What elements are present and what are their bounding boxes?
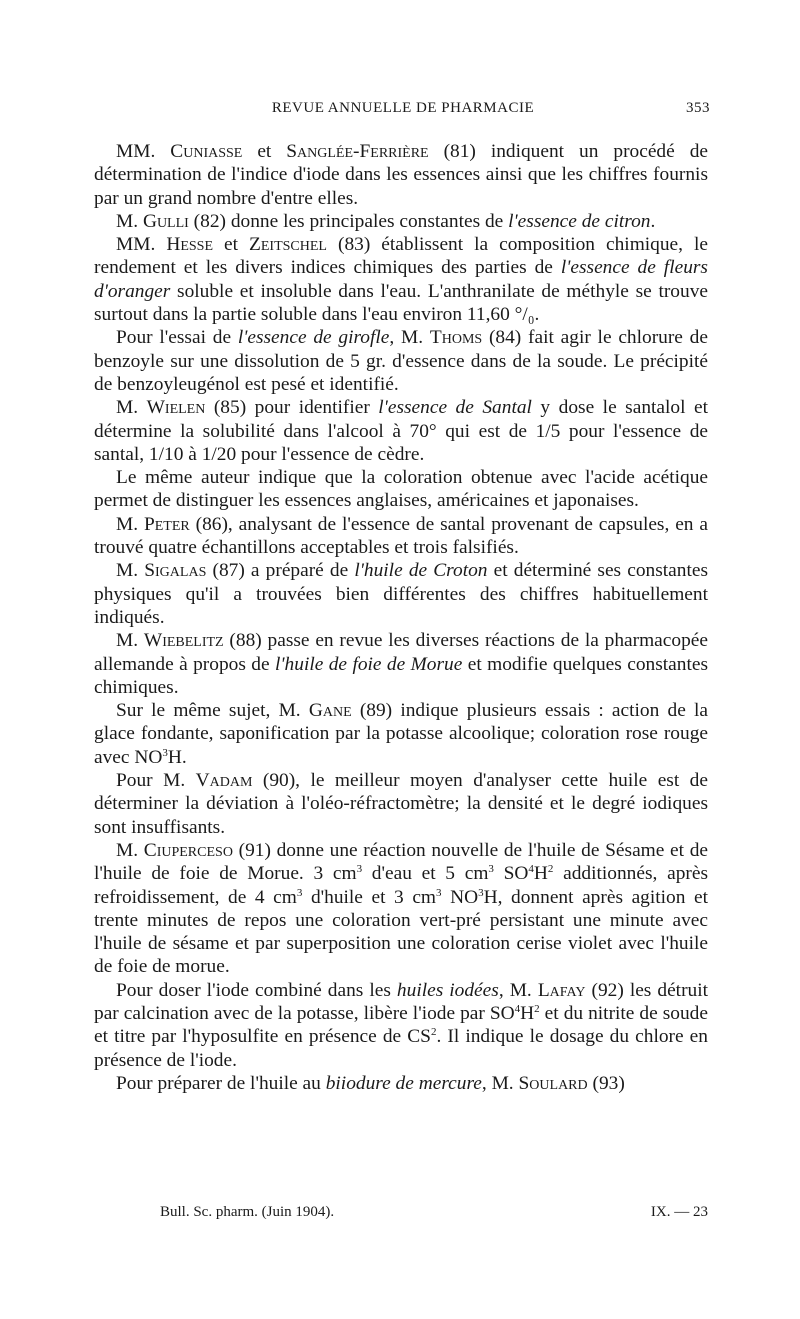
footer-signature: IX. — 23 — [650, 1204, 708, 1220]
superscript: 4 — [514, 1002, 521, 1015]
text-run: , M. — [498, 979, 538, 1001]
author-name: Wielen — [146, 397, 206, 419]
superscript: 3 — [478, 886, 484, 899]
text-run: et — [242, 141, 287, 162]
superscript: 4 — [528, 863, 534, 876]
text-run: (84) fait agir le chlorure de benzoyle sur une dissolution de 5 gr. d'essence dans de la soude. Le précipité de benzoyleugénol est pesé et identifié. — [94, 327, 708, 395]
text-run: (88) passe en revue les diverses réactions de la pharmacopée allemande à propos de — [94, 630, 708, 675]
page-number: 353 — [686, 100, 710, 116]
text-run: (87) a préparé de — [206, 560, 355, 582]
footer-citation: Bull. Sc. pharm. (Juin 1904). — [160, 1204, 335, 1220]
body-text — [94, 140, 708, 1095]
paragraph — [94, 629, 708, 699]
text-run: H. — [167, 746, 187, 768]
text-run: et déterminé ses constantes physiques qu'il a trouvées bien différentes des chiffres habituellement indiqués. — [94, 560, 709, 628]
text-run: (92) les détruit par calcination avec de la potasse, libère l'iode par SO — [94, 979, 708, 1024]
author-name: Gane — [308, 700, 352, 722]
author-name: Lafay — [537, 979, 586, 1001]
text-run: Pour doser l'iode combiné dans les — [116, 979, 397, 1001]
text-run: (83) établissent la composition chimique, le rendement et les divers indices chimiques des parties de — [94, 234, 708, 279]
text-run: M. — [116, 839, 144, 861]
emphasis: l'huile de Croton — [354, 560, 488, 582]
text-run: SO — [493, 863, 529, 885]
text-run: . — [650, 210, 656, 232]
author-name: Cuniasse — [170, 141, 243, 162]
text-run: , M. — [481, 1072, 519, 1094]
superscript: 3 — [436, 886, 442, 899]
text-run: MM. — [116, 234, 167, 256]
emphasis: l'essence de citron — [508, 210, 651, 232]
text-run: (93) — [587, 1072, 625, 1094]
text-run: M. — [116, 513, 144, 535]
paragraph — [94, 979, 708, 1072]
text-run: (81) indiquent un procédé de détermination de l'indice d'iode dans les essences ainsi que les chiffres fournis par un grand nombre d'entre elles. — [94, 141, 708, 209]
text-run: (82) donne les principales constantes de — [188, 210, 509, 232]
superscript: 2 — [430, 1026, 437, 1039]
text-run: d'huile et 3 cm — [302, 886, 437, 908]
text-run: H — [520, 1002, 535, 1024]
superscript: 3 — [488, 863, 494, 876]
emphasis: l'huile de foie de Morue — [275, 653, 463, 675]
paragraph — [94, 326, 708, 396]
paragraph — [94, 769, 708, 839]
text-run: Sur le même sujet, M. — [116, 700, 309, 722]
text-run: . Il indique le dosage du chlore en présence de l'iode. — [94, 1026, 708, 1071]
author-name: Gulli — [142, 210, 189, 232]
text-run: et du nitrite de soude et titre par l'hyposulfite en présence de CS — [94, 1002, 708, 1048]
text-run: (89) indique plusieurs essais : action de la glace fondante, saponification par la potasse alcoolique; coloration rose rouge avec NO — [94, 700, 708, 768]
text-run: M. — [116, 630, 144, 652]
running-header — [96, 100, 710, 124]
page-footer — [160, 1204, 708, 1226]
author-name: Sanglée-Ferrière — [286, 141, 429, 162]
author-name: Thoms — [429, 327, 483, 349]
author-name: Ciuperceso — [143, 839, 233, 861]
paragraph — [94, 210, 708, 233]
text-run: y dose le santalol et détermine la solubilité dans l'alcool à 70° qui est de 1/5 pour l'essence de santal, 1/10 à 1/20 pour l'essence de cèdre. — [94, 397, 708, 465]
emphasis: l'essence de Santal — [378, 397, 532, 419]
text-run: Le même auteur indique que la coloration obtenue avec l'acide acétique permet de distinguer les essences anglaises, américaines et japonaises. — [94, 467, 708, 512]
text-run: H, donnent après agition et trente minutes de repos une coloration vert-pré persistant une minute avec l'huile de sésame et par superposition une coloration cerise violet avec l'huile de foie de morue. — [94, 886, 708, 978]
author-name: Vadam — [195, 770, 253, 792]
paragraph — [94, 233, 708, 326]
emphasis: huiles iodées — [396, 979, 499, 1001]
text-run: Pour préparer de l'huile au — [116, 1072, 326, 1094]
paragraph — [94, 513, 708, 560]
paragraph — [94, 1072, 708, 1095]
text-run: et — [213, 234, 250, 256]
text-run: (90), le meilleur moyen d'analyser cette huile est de déterminer la déviation à l'oléo-réfractomètre; la densité et le degré iodiques sont insuffisants. — [94, 770, 708, 838]
text-run: soluble et insoluble dans l'eau. L'anthranilate de méthyle se trouve surtout dans la partie soluble dans l'eau environ 11,60 °/₀. — [94, 280, 708, 326]
text-run: (85) pour identifier — [205, 397, 379, 419]
author-name: Zeitschel — [249, 234, 327, 256]
author-name: Hesse — [166, 234, 214, 256]
paragraph — [94, 140, 708, 210]
text-run: Pour M. — [116, 770, 196, 792]
text-run: H — [533, 863, 548, 885]
paragraph — [94, 699, 708, 769]
running-title: REVUE ANNUELLE DE PHARMACIE — [271, 100, 535, 116]
text-run: M. — [116, 210, 143, 232]
text-run: additionnés, après refroidissement, de 4 cm — [94, 863, 708, 908]
text-run: d'eau et 5 cm — [362, 863, 489, 885]
text-run: NO — [441, 886, 479, 908]
emphasis: l'essence de fleurs d'oranger — [94, 257, 708, 302]
superscript: 2 — [534, 1002, 540, 1015]
paragraph — [94, 559, 708, 629]
author-name: Sigalas — [144, 560, 207, 582]
author-name: Peter — [143, 513, 190, 535]
author-name: Wiebelitz — [143, 630, 224, 652]
text-run: , M. — [389, 327, 430, 349]
superscript: 3 — [356, 863, 363, 876]
emphasis: biiodure de mercure — [325, 1072, 482, 1094]
text-run: Pour l'essai de — [116, 327, 238, 349]
text-run: M. — [116, 560, 145, 582]
text-run: MM. — [116, 141, 171, 162]
paragraph — [94, 839, 708, 979]
text-run: M. — [116, 397, 147, 419]
superscript: 2 — [547, 863, 554, 876]
text-run: et modifie quelques constantes chimiques. — [94, 653, 708, 698]
superscript: 3 — [296, 886, 303, 899]
paragraph — [94, 466, 708, 513]
author-name: Soulard — [518, 1072, 588, 1094]
text-run: (91) donne une réaction nouvelle de l'huile de Sésame et de l'huile de foie de Morue. 3 cm — [94, 839, 708, 885]
text-run: (86), analysant de l'essence de santal provenant de capsules, en a trouvé quatre échantillons acceptables et trois falsifiés. — [94, 513, 708, 559]
emphasis: l'essence de girofle — [237, 327, 390, 349]
superscript: 3 — [162, 746, 168, 759]
paragraph — [94, 396, 708, 466]
